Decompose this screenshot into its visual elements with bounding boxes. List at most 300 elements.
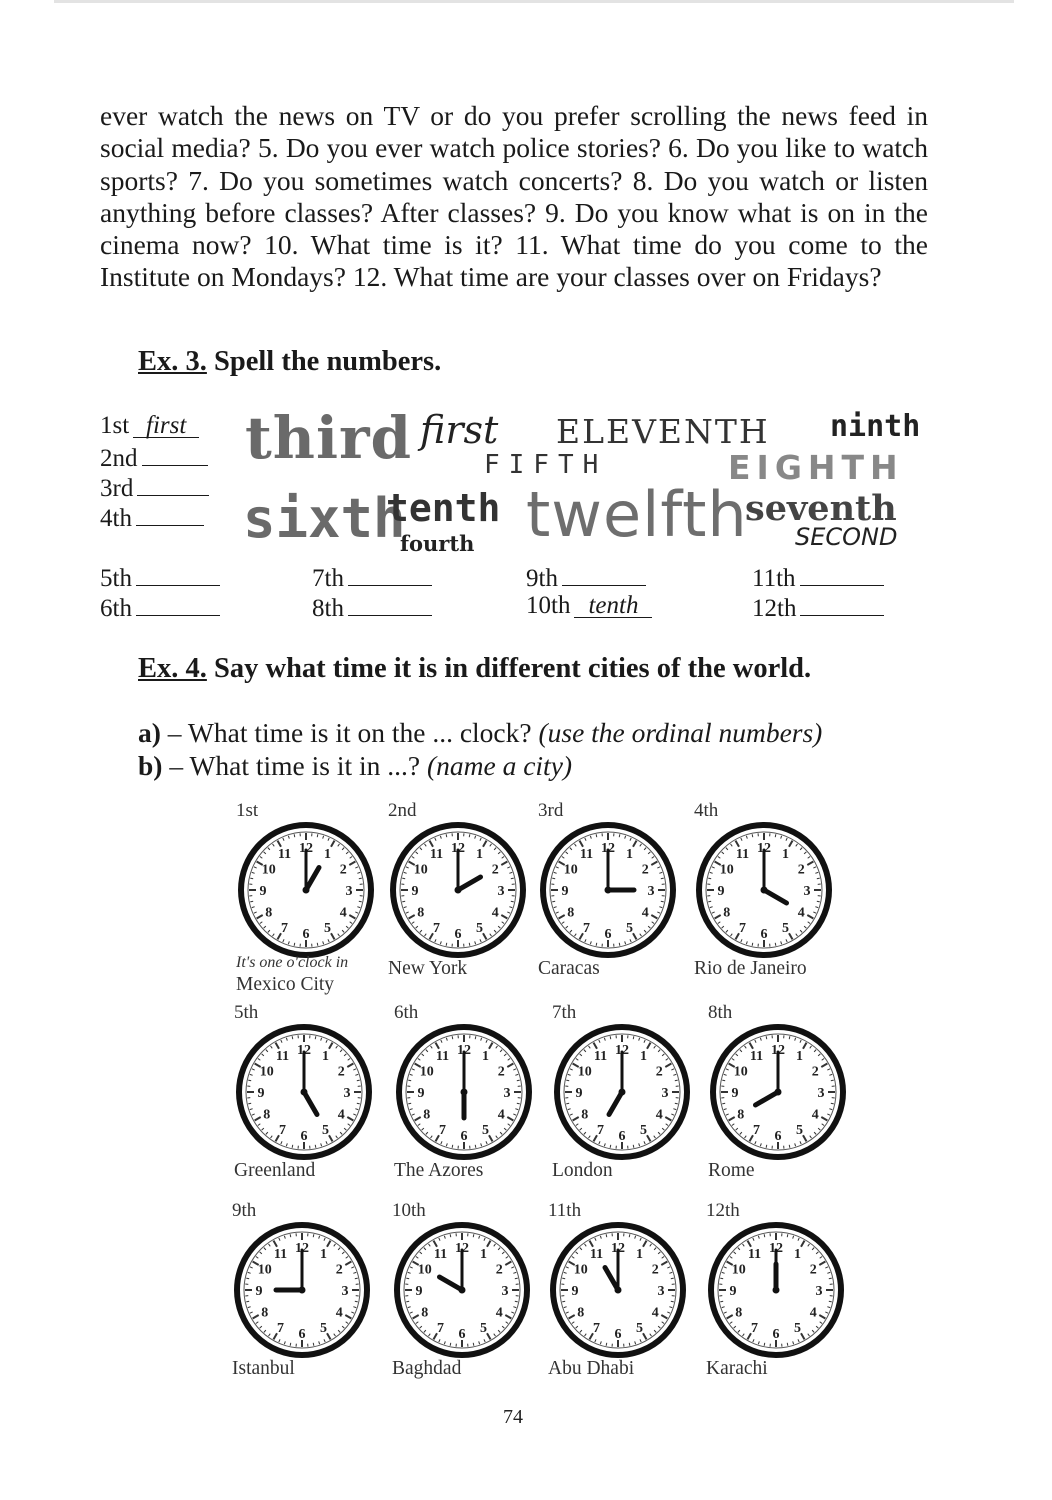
clock-numeral: 12 — [771, 1043, 785, 1058]
clock-tick — [246, 1301, 249, 1302]
grid-item: 12th — [752, 591, 884, 624]
clock-numeral: 8 — [567, 905, 575, 921]
clock-numeral: 4 — [811, 1107, 819, 1123]
clock-tick — [402, 878, 405, 879]
word-first: first — [420, 408, 499, 452]
clock-city: Greenland — [234, 1160, 316, 1181]
grid-item: 9th — [526, 561, 646, 594]
clock-numeral: 10 — [733, 1064, 748, 1080]
clock-tick — [248, 1080, 251, 1081]
clock-numeral: 7 — [597, 1123, 604, 1139]
clock-numeral: 8 — [261, 1305, 269, 1321]
clock-numeral: 9 — [415, 1284, 423, 1299]
clock-numeral: 5 — [794, 1321, 801, 1337]
clock-tick — [355, 1301, 358, 1302]
clock-numeral: 7 — [753, 1123, 760, 1139]
clock-tick — [610, 1145, 611, 1148]
clock-numeral: 1 — [796, 1048, 803, 1064]
word-sixth: sixth — [243, 487, 406, 550]
answer-blank[interactable] — [348, 561, 432, 586]
clock-numeral: 10 — [563, 862, 578, 878]
clock-city: Rio de Janeiro — [694, 958, 807, 979]
clock-ordinal: 10th — [392, 1200, 426, 1221]
clock-numeral: 1 — [636, 1246, 643, 1262]
clock-tick — [517, 1103, 520, 1104]
clock-tick — [764, 1234, 765, 1237]
clock-numeral: 1 — [640, 1048, 647, 1064]
word-tenth: tenth — [386, 486, 501, 530]
clock-card — [694, 800, 834, 990]
clock-numeral: 9 — [259, 884, 267, 899]
clock-card — [708, 1002, 848, 1192]
word-fourth: fourth — [400, 531, 475, 556]
clock-numeral: 3 — [661, 1086, 669, 1101]
clock-numeral: 9 — [731, 1086, 739, 1101]
clock-city: Istanbul — [232, 1358, 295, 1379]
clock-tick — [317, 834, 318, 837]
clock-center-pin — [303, 887, 310, 894]
clock-numeral: 2 — [495, 1262, 503, 1278]
clock-numeral: 3 — [817, 1086, 825, 1101]
clock-numeral: 4 — [491, 905, 499, 921]
clock-tick — [566, 1080, 569, 1081]
word-twelfth: twelfth — [526, 478, 748, 551]
clock-numeral: 2 — [497, 1064, 505, 1080]
clock-tick — [475, 1036, 476, 1039]
clock-tick — [406, 1278, 409, 1279]
clock-ordinal: 5th — [234, 1002, 259, 1023]
clock-face — [538, 820, 678, 960]
clock-tick — [606, 1234, 607, 1237]
list-item: 2nd — [100, 441, 208, 474]
clock-city: New York — [388, 958, 468, 979]
clock-numeral: 3 — [657, 1284, 665, 1299]
clock-ordinal: 12th — [706, 1200, 740, 1221]
clock-numeral: 6 — [618, 1129, 626, 1144]
ex4-heading — [100, 653, 928, 684]
clock-numeral: 11 — [735, 846, 750, 862]
clock-ordinal: 11th — [548, 1200, 582, 1221]
clock-numeral: 3 — [501, 1284, 509, 1299]
clock-numeral: 12 — [455, 1241, 469, 1256]
clock-numeral: 3 — [647, 884, 655, 899]
clock-numeral: 10 — [259, 1064, 274, 1080]
clock-card — [236, 800, 376, 995]
clock-ordinal: 3rd — [538, 800, 564, 821]
clock-numeral: 12 — [451, 841, 465, 856]
clock-city: London — [552, 1160, 613, 1181]
clock-center-pin — [299, 1287, 306, 1294]
clock-numeral: 5 — [636, 1321, 643, 1337]
clock-tick — [294, 943, 295, 946]
clock-tick — [408, 1103, 411, 1104]
list-item: 1st first — [100, 411, 199, 441]
clock-numeral: 8 — [735, 1305, 743, 1321]
list-item: 4th — [100, 501, 204, 534]
clock-numeral: 1 — [322, 1048, 329, 1064]
clock-tick — [722, 1080, 725, 1081]
clock-tick — [787, 1343, 788, 1346]
clock-tick — [450, 1343, 451, 1346]
clock-numeral: 4 — [655, 1107, 663, 1123]
clock-tick — [817, 901, 820, 902]
clock-numeral: 12 — [611, 1241, 625, 1256]
clock-tick — [452, 1145, 453, 1148]
clock-numeral: 8 — [723, 905, 731, 921]
clock-tick — [511, 878, 514, 879]
clock-numeral: 5 — [640, 1123, 647, 1139]
clock-ordinal: 4th — [694, 800, 719, 821]
clock-city: Baghdad — [392, 1358, 462, 1379]
clock-numeral: 11 — [275, 1048, 290, 1064]
ex4-title: Say what time it is in different cities of the world. — [206, 653, 812, 684]
clock-numeral: 7 — [281, 921, 288, 937]
clock-numeral: 4 — [641, 905, 649, 921]
clock-tick — [450, 1234, 451, 1237]
clock-numeral: 4 — [809, 1305, 817, 1321]
answer-blank[interactable] — [136, 501, 204, 526]
clock-center-pin — [301, 1089, 308, 1096]
clock-tick — [610, 1036, 611, 1039]
clock-ordinal: 9th — [232, 1200, 257, 1221]
clock-numeral: 9 — [729, 1284, 737, 1299]
clock-card — [234, 1002, 374, 1192]
clock-numeral: 6 — [772, 1327, 780, 1342]
clock-numeral: 12 — [295, 1241, 309, 1256]
clock-numeral: 8 — [737, 1107, 745, 1123]
clock-city: Caracas — [538, 958, 600, 979]
clock-tick — [250, 878, 253, 879]
clock-numeral: 4 — [339, 905, 347, 921]
clock-note: It's one o'clock in — [236, 954, 349, 971]
clock-tick — [552, 901, 555, 902]
clock-numeral: 11 — [277, 846, 292, 862]
clock-numeral: 1 — [482, 1048, 489, 1064]
clock-numeral: 12 — [615, 1043, 629, 1058]
clock-numeral: 3 — [803, 884, 811, 899]
clock-numeral: 5 — [626, 921, 633, 937]
clock-card — [392, 1200, 532, 1390]
clock-numeral: 10 — [573, 1262, 588, 1278]
clock-numeral: 9 — [417, 1086, 425, 1101]
clock-numeral: 7 — [433, 921, 440, 937]
clock-tick — [408, 1080, 411, 1081]
clock-tick — [720, 1301, 723, 1302]
clock-numeral: 12 — [757, 841, 771, 856]
clock-face — [236, 820, 376, 960]
clock-tick — [355, 1278, 358, 1279]
clock-tick — [817, 878, 820, 879]
clock-numeral: 5 — [782, 921, 789, 937]
clock-numeral: 2 — [797, 862, 805, 878]
clock-tick — [246, 1278, 249, 1279]
clock-numeral: 8 — [577, 1305, 585, 1321]
clock-card — [548, 1200, 688, 1390]
clock-numeral: 10 — [731, 1262, 746, 1278]
clock-tick — [446, 943, 447, 946]
clock-tick — [619, 943, 620, 946]
clock-face — [706, 1220, 846, 1360]
clock-center-pin — [459, 1287, 466, 1294]
clock-numeral: 2 — [651, 1262, 659, 1278]
clock-center-pin — [761, 887, 768, 894]
clock-numeral: 12 — [297, 1043, 311, 1058]
clock-numeral: 1 — [480, 1246, 487, 1262]
clock-tick — [315, 1036, 316, 1039]
ex4-question-b: b) – What time is it in ...? (name a city) — [138, 750, 573, 781]
clock-numeral: 5 — [476, 921, 483, 937]
clock-numeral: 5 — [324, 921, 331, 937]
clock-tick — [359, 901, 362, 902]
clock-face — [548, 1220, 688, 1360]
clock-numeral: 12 — [769, 1241, 783, 1256]
clock-ordinal: 8th — [708, 1002, 733, 1023]
clock-tick — [511, 901, 514, 902]
clock-tick — [829, 1301, 832, 1302]
clock-numeral: 10 — [719, 862, 734, 878]
clock-city: Abu Dhabi — [548, 1358, 635, 1379]
answer-blank[interactable] — [137, 471, 209, 496]
clock-tick — [720, 1278, 723, 1279]
clock-tick — [313, 1343, 314, 1346]
answer-blank[interactable] — [800, 591, 884, 616]
clock-numeral: 11 — [273, 1246, 288, 1262]
clock-tick — [562, 1278, 565, 1279]
clock-card — [232, 1200, 372, 1390]
clock-numeral: 3 — [815, 1284, 823, 1299]
clock-numeral: 6 — [300, 1129, 308, 1144]
clock-numeral: 11 — [433, 1246, 448, 1262]
clock-tick — [313, 1234, 314, 1237]
clock-tick — [359, 878, 362, 879]
clock-face — [694, 820, 834, 960]
clock-tick — [629, 1343, 630, 1346]
clock-tick — [469, 834, 470, 837]
clock-card — [538, 800, 678, 990]
clock-tick — [766, 1145, 767, 1148]
clock-tick — [789, 1145, 790, 1148]
clock-numeral: 4 — [335, 1305, 343, 1321]
clock-center-pin — [775, 1089, 782, 1096]
clock-numeral: 12 — [601, 841, 615, 856]
clock-numeral: 3 — [497, 884, 505, 899]
clock-numeral: 11 — [747, 1246, 762, 1262]
ex4-question-a: a) – What time is it on the ... clock? (use the ordinal numbers) — [138, 717, 823, 748]
clock-ordinal: 1st — [236, 800, 259, 821]
answer-blank[interactable] — [562, 561, 646, 586]
clock-numeral: 11 — [749, 1048, 764, 1064]
ex4-number: Ex. 4. — [138, 653, 207, 684]
top-rule — [54, 0, 1014, 3]
grid-item: 5th — [100, 561, 220, 594]
clock-numeral: 9 — [257, 1086, 265, 1101]
word-fifth: FIFTH — [484, 450, 608, 480]
grid-item: 7th — [312, 561, 432, 594]
clock-numeral: 9 — [411, 884, 419, 899]
clock-tick — [292, 1145, 293, 1148]
clock-face — [234, 1022, 374, 1162]
clock-numeral: 6 — [454, 927, 462, 942]
clock-numeral: 4 — [497, 1107, 505, 1123]
grid-item: 11th — [752, 561, 884, 594]
clock-tick — [708, 901, 711, 902]
clock-tick — [452, 1036, 453, 1039]
clock-tick — [661, 878, 664, 879]
list-item: 3rd — [100, 471, 209, 504]
clock-center-pin — [461, 1089, 468, 1096]
clock-ordinal: 2nd — [388, 800, 417, 821]
clock-tick — [294, 834, 295, 837]
clock-numeral: 6 — [460, 1129, 468, 1144]
clock-numeral: 9 — [255, 1284, 263, 1299]
clock-tick — [831, 1103, 834, 1104]
clock-numeral: 6 — [302, 927, 310, 942]
clock-tick — [752, 834, 753, 837]
clock-tick — [290, 1343, 291, 1346]
clock-numeral: 8 — [417, 905, 425, 921]
clock-numeral: 2 — [337, 1064, 345, 1080]
clock-tick — [317, 943, 318, 946]
clock-numeral: 6 — [774, 1129, 782, 1144]
clock-tick — [787, 1234, 788, 1237]
clock-tick — [406, 1301, 409, 1302]
clock-tick — [248, 1103, 251, 1104]
clock-numeral: 5 — [320, 1321, 327, 1337]
clock-numeral: 3 — [503, 1086, 511, 1101]
ex3-number: Ex. 3. — [138, 346, 207, 377]
clock-numeral: 12 — [457, 1043, 471, 1058]
clock-tick — [722, 1103, 725, 1104]
answer-blank[interactable] — [142, 441, 208, 466]
clock-tick — [775, 834, 776, 837]
clock-numeral: 1 — [324, 846, 331, 862]
answer-blank[interactable]: first — [133, 413, 199, 438]
clock-numeral: 6 — [298, 1327, 306, 1342]
clock-tick — [633, 1145, 634, 1148]
clock-tick — [789, 1036, 790, 1039]
clock-tick — [596, 943, 597, 946]
clock-tick — [357, 1080, 360, 1081]
clock-card — [552, 1002, 692, 1192]
clock-tick — [566, 1103, 569, 1104]
clock-numeral: 7 — [277, 1321, 284, 1337]
clock-numeral: 9 — [717, 884, 725, 899]
clock-numeral: 10 — [577, 1064, 592, 1080]
clock-numeral: 2 — [809, 1262, 817, 1278]
clock-tick — [708, 878, 711, 879]
clock-numeral: 11 — [579, 846, 594, 862]
clock-tick — [552, 878, 555, 879]
clock-numeral: 2 — [491, 862, 499, 878]
word-eleventh: ELEVENTH — [556, 412, 770, 451]
clock-numeral: 2 — [335, 1262, 343, 1278]
clock-numeral: 4 — [495, 1305, 503, 1321]
clock-tick — [515, 1301, 518, 1302]
grid-item: 6th — [100, 591, 220, 624]
clock-numeral: 8 — [263, 1107, 271, 1123]
clock-card — [706, 1200, 846, 1390]
clock-tick — [596, 834, 597, 837]
clock-numeral: 11 — [593, 1048, 608, 1064]
clock-numeral: 11 — [589, 1246, 604, 1262]
clock-tick — [629, 1234, 630, 1237]
answer-blank[interactable] — [800, 561, 884, 586]
clock-numeral: 1 — [320, 1246, 327, 1262]
clock-numeral: 8 — [421, 1305, 429, 1321]
clock-numeral: 8 — [265, 905, 273, 921]
clock-numeral: 3 — [343, 1086, 351, 1101]
clock-tick — [562, 1301, 565, 1302]
clock-tick — [250, 901, 253, 902]
clock-tick — [766, 1036, 767, 1039]
clock-card — [394, 1002, 534, 1192]
clock-face — [388, 820, 528, 960]
clock-ordinal: 7th — [552, 1002, 577, 1023]
clock-numeral: 4 — [797, 905, 805, 921]
clock-tick — [619, 834, 620, 837]
clock-numeral: 10 — [417, 1262, 432, 1278]
clock-numeral: 2 — [811, 1064, 819, 1080]
clock-numeral: 7 — [593, 1321, 600, 1337]
clock-numeral: 5 — [482, 1123, 489, 1139]
clock-tick — [469, 943, 470, 946]
clock-face — [232, 1220, 372, 1360]
clock-ordinal: 6th — [394, 1002, 419, 1023]
clock-numeral: 7 — [279, 1123, 286, 1139]
clock-city: The Azores — [394, 1160, 484, 1181]
clock-numeral: 7 — [437, 1321, 444, 1337]
clock-numeral: 1 — [626, 846, 633, 862]
clock-numeral: 8 — [581, 1107, 589, 1123]
clock-card — [388, 800, 528, 990]
clock-numeral: 3 — [345, 884, 353, 899]
clock-numeral: 6 — [604, 927, 612, 942]
clock-numeral: 3 — [341, 1284, 349, 1299]
clock-tick — [446, 834, 447, 837]
clock-numeral: 6 — [458, 1327, 466, 1342]
clock-numeral: 2 — [655, 1064, 663, 1080]
word-second: SECOND — [795, 523, 898, 551]
clock-tick — [357, 1103, 360, 1104]
clock-center-pin — [619, 1089, 626, 1096]
clock-tick — [671, 1278, 674, 1279]
clock-tick — [764, 1343, 765, 1346]
clock-numeral: 7 — [439, 1123, 446, 1139]
clock-tick — [473, 1343, 474, 1346]
clock-numeral: 7 — [751, 1321, 758, 1337]
clock-city: Karachi — [706, 1358, 768, 1379]
ex3-heading — [138, 346, 441, 378]
clock-numeral: 7 — [583, 921, 590, 937]
clock-numeral: 11 — [429, 846, 444, 862]
answer-blank[interactable] — [348, 591, 432, 616]
clock-numeral: 10 — [413, 862, 428, 878]
answer-blank[interactable]: tenth — [574, 593, 652, 618]
clock-numeral: 5 — [796, 1123, 803, 1139]
answer-blank[interactable] — [136, 591, 220, 616]
clock-tick — [475, 1145, 476, 1148]
clock-tick — [752, 943, 753, 946]
clock-tick — [775, 943, 776, 946]
answer-blank[interactable] — [136, 561, 220, 586]
clock-numeral: 9 — [575, 1086, 583, 1101]
clock-numeral: 10 — [257, 1262, 272, 1278]
clock-face — [394, 1022, 534, 1162]
clock-tick — [517, 1080, 520, 1081]
clock-tick — [473, 1234, 474, 1237]
grid-item: 8th — [312, 591, 432, 624]
clock-numeral: 6 — [760, 927, 768, 942]
